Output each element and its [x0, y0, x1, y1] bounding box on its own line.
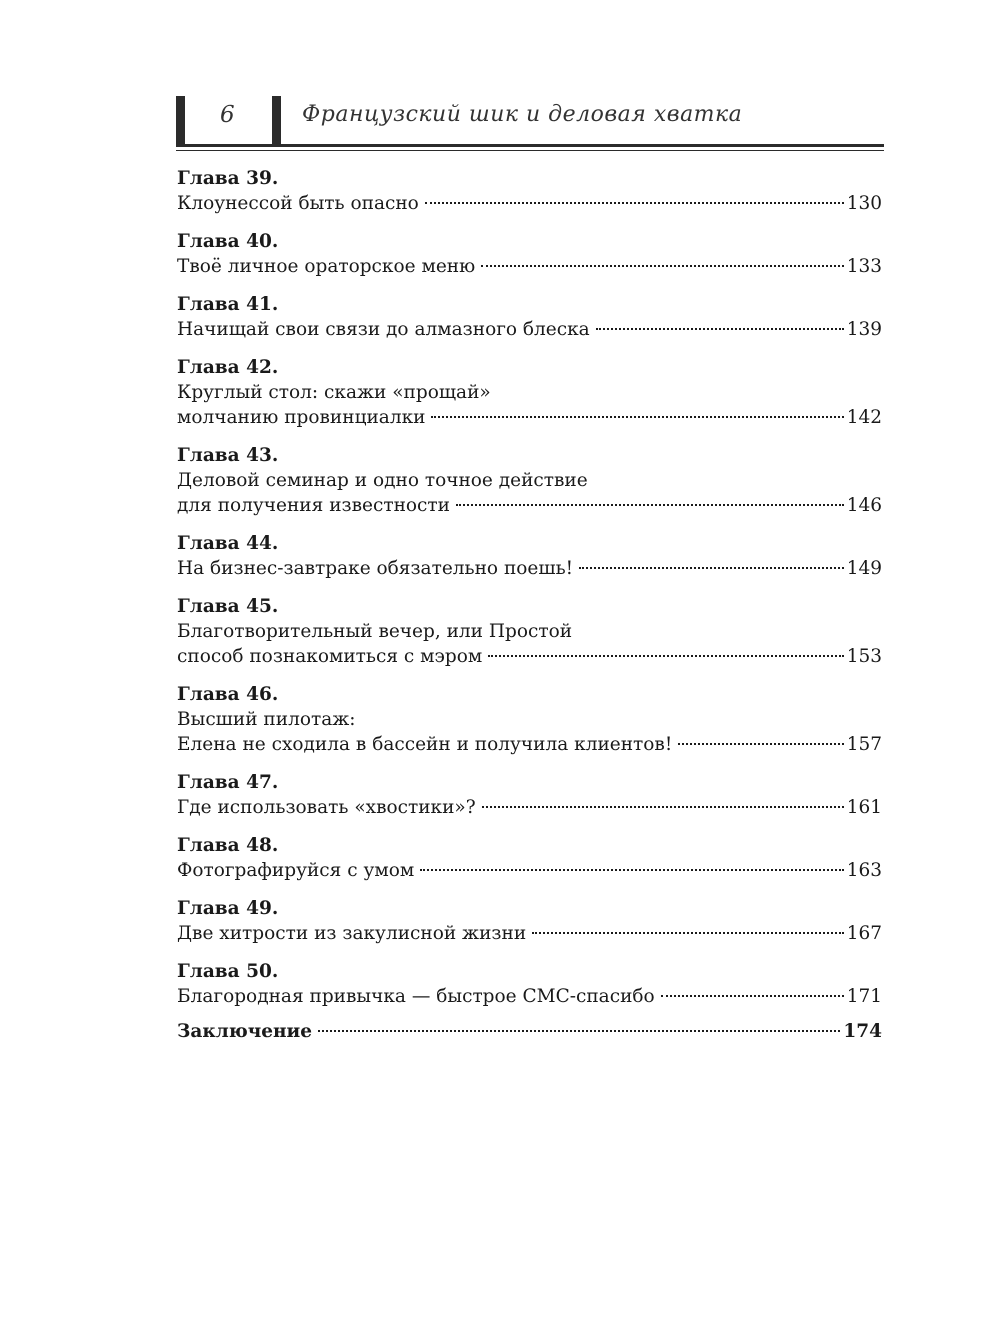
- table-of-contents: [177, 166, 882, 1057]
- chapter-label: Глава 48.: [177, 835, 279, 856]
- dot-leader: [661, 995, 844, 997]
- chapter-title: для получения известности: [177, 495, 450, 516]
- chapter-label: Глава 41.: [177, 294, 279, 315]
- page-number: 6: [220, 102, 235, 128]
- toc-title-line: [177, 984, 882, 1009]
- chapter-title: Где использовать «хвостики»?: [177, 797, 476, 818]
- dot-leader: [481, 265, 843, 267]
- page-ref: 167: [846, 923, 882, 944]
- page-ref: 130: [846, 193, 882, 214]
- dot-leader: [482, 806, 844, 808]
- chapter-label: Глава 46.: [177, 684, 279, 705]
- header-rule-thin: [176, 150, 884, 151]
- dot-leader: [579, 567, 844, 569]
- dot-leader: [596, 328, 844, 330]
- toc-title-line: [177, 732, 882, 757]
- dot-leader: [456, 504, 844, 506]
- chapter-title: Благородная привычка — быстрое СМС-спасибо: [177, 986, 655, 1007]
- page-ref: 161: [846, 797, 882, 818]
- toc-title-line: [177, 858, 882, 883]
- dot-leader: [431, 416, 843, 418]
- page-ref: 153: [846, 646, 882, 667]
- header-rule-thick: [176, 144, 884, 147]
- toc-entry-45: [177, 594, 882, 669]
- chapter-title: молчанию провинциалки: [177, 407, 426, 428]
- chapter-label: Глава 42.: [177, 357, 279, 378]
- dot-leader: [425, 202, 844, 204]
- toc-title-line: [177, 254, 882, 279]
- toc-title-line: [177, 556, 882, 581]
- toc-title-line: [177, 405, 882, 430]
- chapter-title: Твоё личное ораторское меню: [177, 256, 476, 277]
- toc-entry-50: [177, 959, 882, 1009]
- toc-entry-43: [177, 443, 882, 518]
- running-title: Французский шик и деловая хватка: [302, 102, 743, 127]
- toc-title-line: [177, 191, 882, 216]
- conclusion-title: Заключение: [177, 1021, 313, 1042]
- chapter-title: Фотографируйся с умом: [177, 860, 415, 881]
- chapter-title-line: Благотворительный вечер, или Простой: [177, 621, 573, 642]
- chapter-title: Елена не сходила в бассейн и получила клиентов!: [177, 734, 673, 755]
- chapter-label: Глава 45.: [177, 596, 279, 617]
- chapter-title-line: Круглый стол: скажи «прощай»: [177, 382, 491, 403]
- chapter-label: Глава 49.: [177, 898, 279, 919]
- page-ref: 149: [846, 558, 882, 579]
- toc-title-line: [177, 493, 882, 518]
- chapter-label: Глава 44.: [177, 533, 279, 554]
- chapter-label: Глава 39.: [177, 168, 279, 189]
- toc-entry-42: [177, 355, 882, 430]
- dot-leader: [532, 932, 844, 934]
- toc-entry-49: [177, 896, 882, 946]
- toc-entry-41: [177, 292, 882, 342]
- toc-title-line: [177, 1019, 882, 1044]
- chapter-title-line: Деловой семинар и одно точное действие: [177, 470, 588, 491]
- page-ref: 139: [846, 319, 882, 340]
- toc-title-line: [177, 795, 882, 820]
- toc-entry-39: [177, 166, 882, 216]
- header-left-bar: [176, 96, 185, 146]
- page-ref: 146: [846, 495, 882, 516]
- toc-entry-47: [177, 770, 882, 820]
- toc-entry-46: [177, 682, 882, 757]
- header-divider-bar: [272, 96, 281, 146]
- chapter-label: Глава 43.: [177, 445, 279, 466]
- dot-leader: [420, 869, 843, 871]
- toc-entry-conclusion: [177, 1019, 882, 1044]
- chapter-title: Две хитрости из закулисной жизни: [177, 923, 527, 944]
- chapter-title: способ познакомиться с мэром: [177, 646, 483, 667]
- dot-leader: [678, 743, 843, 745]
- dot-leader: [318, 1030, 840, 1032]
- toc-title-line: [177, 644, 882, 669]
- page-ref: 174: [843, 1021, 882, 1042]
- toc-entry-48: [177, 833, 882, 883]
- toc-title-line: [177, 317, 882, 342]
- toc-entry-44: [177, 531, 882, 581]
- chapter-title: На бизнес-завтраке обязательно поешь!: [177, 558, 574, 579]
- page-ref: 171: [846, 986, 882, 1007]
- chapter-label: Глава 40.: [177, 231, 279, 252]
- dot-leader: [488, 655, 843, 657]
- page-ref: 142: [846, 407, 882, 428]
- chapter-label: Глава 50.: [177, 961, 279, 982]
- toc-entry-40: [177, 229, 882, 279]
- chapter-label: Глава 47.: [177, 772, 279, 793]
- page-ref: 157: [846, 734, 882, 755]
- chapter-title: Клоунессой быть опасно: [177, 193, 419, 214]
- page-ref: 163: [846, 860, 882, 881]
- chapter-title-line: Высший пилотаж:: [177, 709, 356, 730]
- page-ref: 133: [846, 256, 882, 277]
- toc-title-line: [177, 921, 882, 946]
- running-header: [176, 96, 884, 154]
- chapter-title: Начищай свои связи до алмазного блеска: [177, 319, 590, 340]
